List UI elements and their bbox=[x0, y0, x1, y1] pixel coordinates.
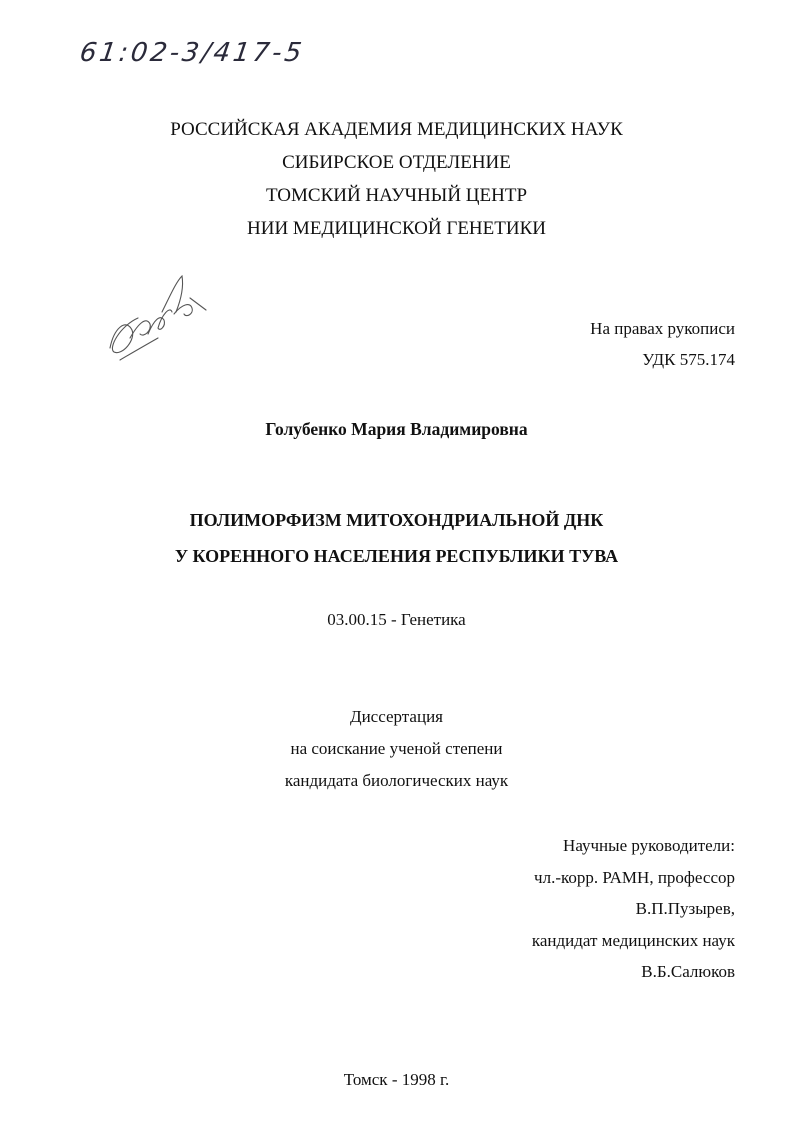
udc-code: УДК 575.174 bbox=[642, 350, 735, 369]
manuscript-info bbox=[590, 313, 735, 375]
header-line-center: ТОМСКИЙ НАУЧНЫЙ ЦЕНТР bbox=[265, 185, 528, 206]
institution-header bbox=[0, 113, 793, 245]
signature-stamp bbox=[100, 268, 210, 378]
supervisor-1-title: чл.-корр. РАМН, профессор bbox=[534, 867, 735, 887]
degree-line-3: кандидата биологических наук bbox=[284, 771, 509, 790]
header-line-academy: РОССИЙСКАЯ АКАДЕМИЯ МЕДИЦИНСКИХ НАУК bbox=[170, 119, 623, 140]
degree-line-1: Диссертация bbox=[349, 707, 443, 726]
degree-line-2: на соискание ученой степени bbox=[290, 739, 503, 758]
title-line-2: У КОРЕННОГО НАСЕЛЕНИЯ РЕСПУБЛИКИ ТУВА bbox=[174, 546, 619, 566]
header-line-branch: СИБИРСКОЕ ОТДЕЛЕНИЕ bbox=[282, 152, 511, 173]
archive-code: 61:02-3/417-5 bbox=[77, 38, 307, 68]
supervisors bbox=[532, 830, 735, 988]
degree-info bbox=[0, 701, 793, 797]
supervisor-1-name: В.П.Пузырев, bbox=[635, 899, 735, 918]
manuscript-rights: На правах рукописи bbox=[590, 319, 735, 338]
specialty: 03.00.15 - Генетика bbox=[327, 610, 466, 629]
supervisor-2-name: В.Б.Салюков bbox=[641, 962, 735, 981]
dissertation-title bbox=[0, 502, 793, 574]
place-year: Томск - 1998 г. bbox=[343, 1070, 450, 1089]
supervisors-heading: Научные руководители: bbox=[563, 836, 735, 855]
author-name: Голубенко Мария Владимировна bbox=[265, 419, 528, 439]
header-line-institute: НИИ МЕДИЦИНСКОЙ ГЕНЕТИКИ bbox=[247, 218, 546, 239]
supervisor-2-title: кандидат медицинских наук bbox=[531, 930, 735, 950]
title-line-1: ПОЛИМОРФИЗМ МИТОХОНДРИАЛЬНОЙ ДНК bbox=[189, 510, 604, 530]
